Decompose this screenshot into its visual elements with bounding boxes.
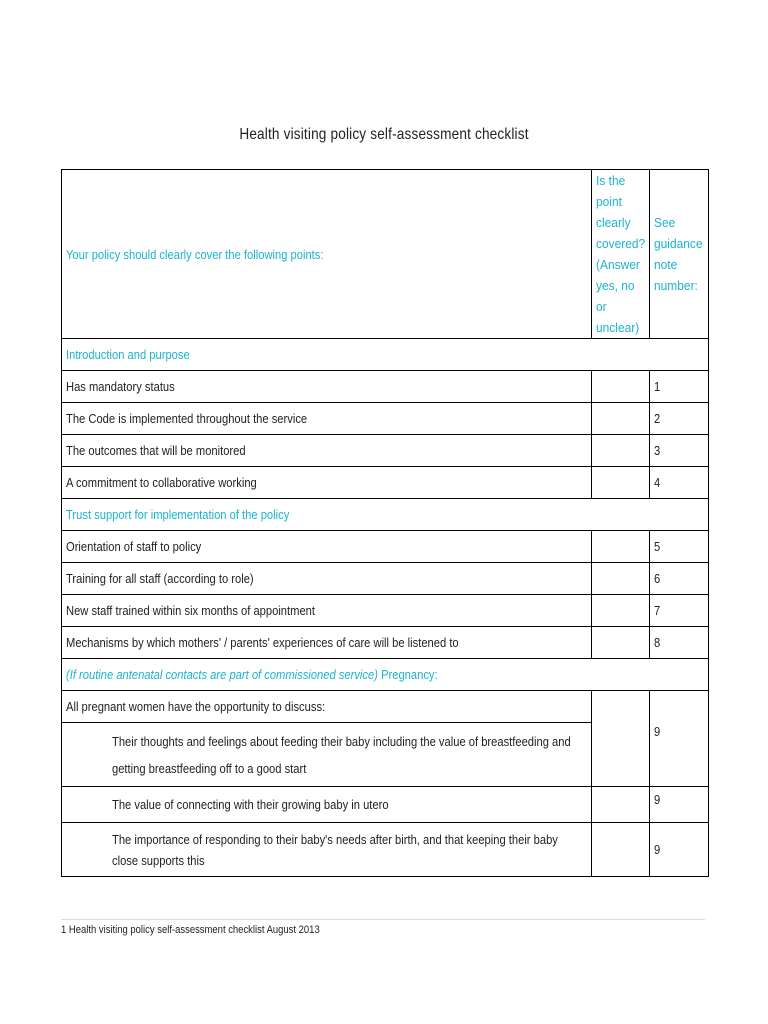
guidance-number — [650, 435, 709, 467]
table-row — [62, 563, 709, 595]
table-row — [62, 823, 709, 877]
guidance-number-label: 7 — [654, 603, 661, 618]
table-row — [62, 403, 709, 435]
header-guidance-label: See guidance note number: — [654, 215, 703, 293]
guidance-number — [650, 467, 709, 499]
row-text-label: Orientation of staff to policy — [66, 539, 202, 554]
header-guidance-cell — [650, 170, 709, 339]
row-text — [62, 823, 592, 877]
table-row — [62, 595, 709, 627]
answer-cell[interactable] — [592, 595, 650, 627]
guidance-number-label: 8 — [654, 635, 661, 650]
row-text — [62, 435, 592, 467]
row-text-label: Their thoughts and feelings about feeding their baby including the value of breastfeeding and getting breastfeeding off to a good start — [112, 733, 571, 776]
intro-label: All pregnant women have the opportunity to discuss: — [66, 699, 326, 714]
guidance-number — [650, 371, 709, 403]
row-text-label: The Code is implemented throughout the service — [66, 411, 308, 426]
page-footer: 1 Health visiting policy self-assessment checklist August 2013 — [61, 924, 320, 936]
row-text — [62, 787, 592, 823]
row-text — [62, 531, 592, 563]
answer-cell[interactable] — [592, 467, 650, 499]
guidance-number — [650, 403, 709, 435]
row-text — [62, 371, 592, 403]
row-text — [62, 723, 592, 787]
guidance-number — [650, 691, 709, 787]
section-heading-italic: (If routine antenatal contacts are part of commissioned service) — [66, 667, 378, 682]
row-text-label: Has mandatory status — [66, 379, 175, 394]
header-points-cell — [62, 170, 592, 339]
row-text — [62, 627, 592, 659]
guidance-number-label: 4 — [654, 475, 661, 490]
footer-divider — [61, 919, 705, 920]
header-covered-label: Is the point clearly covered? (Answer yes, no or unclear) — [596, 173, 646, 335]
answer-cell[interactable] — [592, 371, 650, 403]
row-text — [62, 595, 592, 627]
guidance-number-label: 6 — [654, 571, 661, 586]
intro-row — [62, 691, 709, 723]
answer-cell[interactable] — [592, 403, 650, 435]
row-text-label: A commitment to collaborative working — [66, 475, 257, 490]
guidance-number — [650, 627, 709, 659]
table-row — [62, 531, 709, 563]
document-title: Health visiting policy self-assessment checklist — [239, 126, 529, 143]
table-row — [62, 787, 709, 823]
table-row — [62, 627, 709, 659]
row-text — [62, 467, 592, 499]
table-row — [62, 435, 709, 467]
guidance-number-label: 5 — [654, 539, 661, 554]
answer-cell[interactable] — [592, 531, 650, 563]
section-heading-row — [62, 339, 709, 371]
guidance-number-label: 9 — [654, 842, 661, 857]
row-text-label: The outcomes that will be monitored — [66, 443, 246, 458]
section-heading — [62, 339, 709, 371]
row-text — [62, 563, 592, 595]
guidance-number-label: 3 — [654, 443, 661, 458]
row-text-label: New staff trained within six months of appointment — [66, 603, 315, 618]
header-points-label: Your policy should clearly cover the following points: — [66, 246, 324, 262]
table-row — [62, 371, 709, 403]
section-heading — [62, 659, 709, 691]
table-row — [62, 467, 709, 499]
row-text-label: The importance of responding to their baby's needs after birth, and that keeping their baby close supports this — [112, 831, 558, 868]
guidance-number — [650, 595, 709, 627]
answer-cell[interactable] — [592, 787, 650, 823]
row-text-label: Mechanisms by which mothers' / parents' experiences of care will be listened to — [66, 635, 459, 650]
answer-cell[interactable] — [592, 691, 650, 787]
section-heading-row — [62, 499, 709, 531]
header-row — [62, 170, 709, 339]
row-text — [62, 403, 592, 435]
answer-cell[interactable] — [592, 563, 650, 595]
guidance-number-label: 9 — [654, 792, 661, 807]
guidance-number-label: 1 — [654, 379, 661, 394]
section-heading-label: Trust support for implementation of the policy — [66, 507, 290, 522]
section-heading-label: Introduction and purpose — [66, 347, 190, 362]
guidance-number-label: 2 — [654, 411, 661, 426]
answer-cell[interactable] — [592, 823, 650, 877]
answer-cell[interactable] — [592, 627, 650, 659]
guidance-number — [650, 563, 709, 595]
row-text — [62, 691, 592, 723]
section-heading-row — [62, 659, 709, 691]
row-text-label: The value of connecting with their growing baby in utero — [112, 797, 389, 812]
guidance-number-label: 9 — [654, 724, 661, 739]
header-covered-cell — [592, 170, 650, 339]
section-heading-label — [66, 664, 438, 685]
answer-cell[interactable] — [592, 435, 650, 467]
checklist-table — [61, 169, 709, 877]
guidance-number — [650, 787, 709, 823]
section-heading-text: Pregnancy: — [381, 667, 438, 682]
guidance-number — [650, 531, 709, 563]
row-text-label: Training for all staff (according to role) — [66, 571, 254, 586]
section-heading — [62, 499, 709, 531]
guidance-number — [650, 823, 709, 877]
